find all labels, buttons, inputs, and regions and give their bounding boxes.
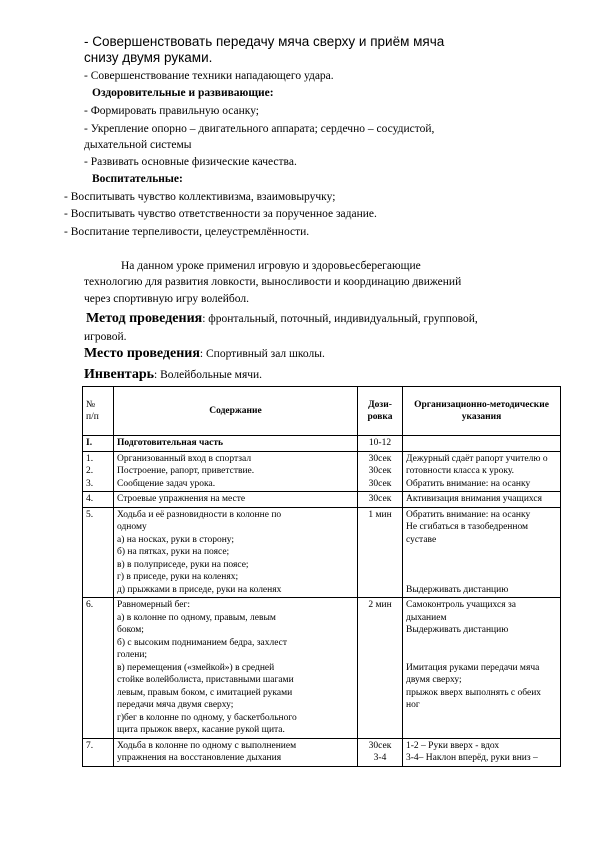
cell-content-line: г)бег в колонне по одному, у баскетбольного	[117, 712, 297, 723]
cell-notes-line	[406, 546, 557, 559]
cell-notes-line: 3-4– Наклон вперёд, руки вниз –	[406, 753, 538, 763]
method-line-2: игровой.	[84, 331, 127, 343]
task-line: снизу двумя руками.	[84, 50, 213, 65]
table-row	[83, 598, 561, 739]
cell-notes	[403, 436, 561, 452]
cell-dose-line: 30сек	[368, 478, 392, 489]
cell-num-line: 4.	[86, 494, 94, 504]
cell-notes	[403, 507, 561, 598]
cell-content-line: г) в приседе, руки на коленях;	[117, 572, 239, 582]
table-row	[83, 738, 561, 766]
method-value: : фронтальный, поточный, индивидуальный, групповой,	[202, 313, 478, 325]
cell-content-line: а) в колонне по одному, правым, левым	[117, 612, 276, 623]
cell-notes	[403, 598, 561, 739]
cell-content	[114, 436, 358, 452]
inventory-label: Инвентарь	[84, 367, 155, 382]
cell-content	[114, 492, 358, 508]
cell-notes-line: Дежурный сдаёт рапорт учителю о	[406, 453, 548, 464]
cell-notes-line: Самоконтроль учащихся за	[406, 600, 516, 610]
cell-notes-line	[406, 559, 557, 572]
cell-content-line: стойке волейболиста, приставными шагами	[117, 675, 294, 685]
header-num: № п/п	[83, 387, 114, 436]
table-row	[83, 451, 561, 492]
task-line: - Развивать основные физические качества.	[84, 156, 297, 168]
cell-dose-line: 2 мин	[368, 600, 392, 610]
cell-dose-line: 10-12	[368, 438, 392, 448]
intro-line: через спортивную игру волейбол.	[84, 293, 249, 305]
cell-dose	[358, 436, 403, 452]
cell-content-line: Построение, рапорт, приветствие.	[117, 466, 255, 476]
cell-notes-line: суставе	[406, 534, 437, 545]
cell-notes-line: готовности класса к уроку.	[406, 466, 515, 476]
cell-num-line: 6.	[86, 600, 94, 610]
cell-num	[83, 738, 114, 766]
table-row	[83, 507, 561, 598]
cell-num	[83, 451, 114, 492]
cell-content	[114, 598, 358, 739]
header-notes: Организационно-методические указания	[403, 387, 561, 436]
cell-dose-line: 30сек	[368, 494, 392, 504]
cell-content-line: Подготовительная часть	[117, 438, 224, 448]
cell-content	[114, 451, 358, 492]
cell-content-line: в) в полуприседе, руки на поясе;	[117, 559, 249, 570]
cell-content-line: передачи мяча двумя сверху;	[117, 700, 234, 710]
cell-notes-line: Выдерживать дистанцию	[406, 584, 509, 595]
cell-content-line: голени;	[117, 650, 148, 660]
cell-dose-line: 30сек	[368, 740, 392, 751]
cell-num-line: 3.	[86, 478, 94, 489]
cell-num	[83, 492, 114, 508]
cell-notes-line	[406, 637, 557, 650]
table-body	[83, 436, 561, 767]
cell-content-line: Строевые упражнения на месте	[117, 494, 246, 504]
task-line: - Укрепление опорно – двигательного аппарата; сердечно – сосудистой,	[84, 123, 435, 135]
intro-line: На данном уроке применил игровую и здоровьесберегающие	[121, 260, 421, 272]
task-line: - Воспитание терпеливости, целеустремлённости.	[64, 226, 310, 238]
table-row	[83, 436, 561, 452]
place-label: Место проведения	[84, 346, 200, 361]
task-line: - Воспитывать чувство ответственности за порученное задание.	[64, 208, 377, 220]
table-header-row	[83, 387, 561, 436]
cell-content-line: Организованный вход в спортзал	[117, 453, 252, 464]
cell-notes-line: Не сгибаться в тазобедренном	[406, 522, 529, 532]
cell-num-line: I.	[86, 438, 93, 448]
cell-dose-line: 1 мин	[368, 509, 392, 520]
cell-content-line: Ходьба и её разновидности в колонне по	[117, 509, 282, 520]
place-value: : Спортивный зал школы.	[199, 348, 325, 360]
cell-dose	[358, 492, 403, 508]
cell-content-line: б) с высоким подниманием бедра, захлест	[117, 637, 288, 648]
header-content: Содержание	[114, 387, 358, 436]
place-line	[84, 347, 325, 361]
cell-notes-line: Имитация руками передачи мяча	[406, 662, 540, 673]
cell-notes-line: дыханием	[406, 612, 447, 623]
cell-notes	[403, 492, 561, 508]
cell-content	[114, 507, 358, 598]
cell-num-line: 1.	[86, 453, 94, 464]
lesson-plan-table	[82, 386, 561, 767]
cell-content-line: одному	[117, 522, 147, 532]
cell-content	[114, 738, 358, 766]
cell-notes-line: двумя сверху;	[406, 675, 462, 685]
cell-num-line: 2.	[86, 466, 94, 476]
cell-notes-line	[406, 649, 557, 662]
method-label: Метод проведения	[86, 311, 203, 326]
cell-content-line: Сообщение задач урока.	[117, 478, 216, 489]
cell-notes-line	[406, 571, 557, 584]
cell-notes	[403, 451, 561, 492]
cell-notes-line: Активизация внимания учащихся	[406, 494, 542, 504]
cell-content-line: упражнения на восстановление дыхания	[117, 753, 282, 763]
cell-content-line: а) на носках, руки в сторону;	[117, 534, 235, 545]
cell-dose-line: 3-4	[373, 753, 387, 763]
section-heading-education: Воспитательные:	[92, 173, 183, 185]
cell-num	[83, 507, 114, 598]
cell-content-line: д) прыжками в приседе, руки на коленях	[117, 584, 282, 595]
cell-notes-line: 1-2 – Руки вверх - вдох	[406, 740, 500, 751]
cell-content-line: б) на пятках, руки на поясе;	[117, 547, 230, 557]
cell-dose-line: 30сек	[368, 453, 392, 464]
cell-content-line: в) перемещения («змейкой») в средней	[117, 662, 275, 673]
task-line: - Воспитывать чувство коллективизма, взаимовыручку;	[64, 191, 336, 203]
cell-notes	[403, 738, 561, 766]
cell-notes-line: Выдерживать дистанцию	[406, 625, 509, 635]
cell-dose	[358, 598, 403, 739]
cell-dose-line: 30сек	[368, 466, 392, 476]
cell-dose	[358, 451, 403, 492]
cell-content-line: левым, правым боком, с имитацией руками	[117, 687, 293, 698]
intro-line: технологию для развития ловкости, выносливости и координацию движений	[84, 276, 462, 288]
table-row	[83, 492, 561, 508]
section-heading-health: Оздоровительные и развивающие:	[92, 87, 274, 99]
task-line: - Формировать правильную осанку;	[84, 105, 259, 117]
cell-notes-line: прыжок вверх выполнять с обеих	[406, 687, 542, 698]
cell-content-line: Равномерный бег:	[117, 600, 191, 610]
inventory-value: : Волейбольные мячи.	[154, 369, 263, 381]
task-line: дыхательной системы	[84, 139, 192, 151]
cell-notes-line: Обратить внимание: на осанку	[406, 509, 531, 520]
cell-notes-line: Обратить внимание: на осанку	[406, 478, 531, 489]
cell-dose	[358, 507, 403, 598]
cell-notes-line	[406, 437, 557, 450]
cell-notes-line: ног	[406, 700, 420, 710]
task-line: - Совершенствование техники нападающего удара.	[84, 70, 334, 82]
cell-dose	[358, 738, 403, 766]
cell-num	[83, 436, 114, 452]
cell-num	[83, 598, 114, 739]
inventory-line	[84, 368, 262, 382]
header-dose: Дози- ровка	[358, 387, 403, 436]
method-line	[86, 312, 478, 326]
cell-content-line: Ходьба в колонне по одному с выполнением	[117, 740, 297, 751]
cell-content-line: боком;	[117, 625, 144, 635]
task-line: - Совершенствовать передачу мяча сверху и приём мяча	[84, 34, 445, 49]
cell-num-line: 7.	[86, 740, 94, 751]
cell-num-line: 5.	[86, 509, 94, 520]
cell-content-line: щита прыжок вверх, касание рукой щита.	[117, 725, 285, 735]
